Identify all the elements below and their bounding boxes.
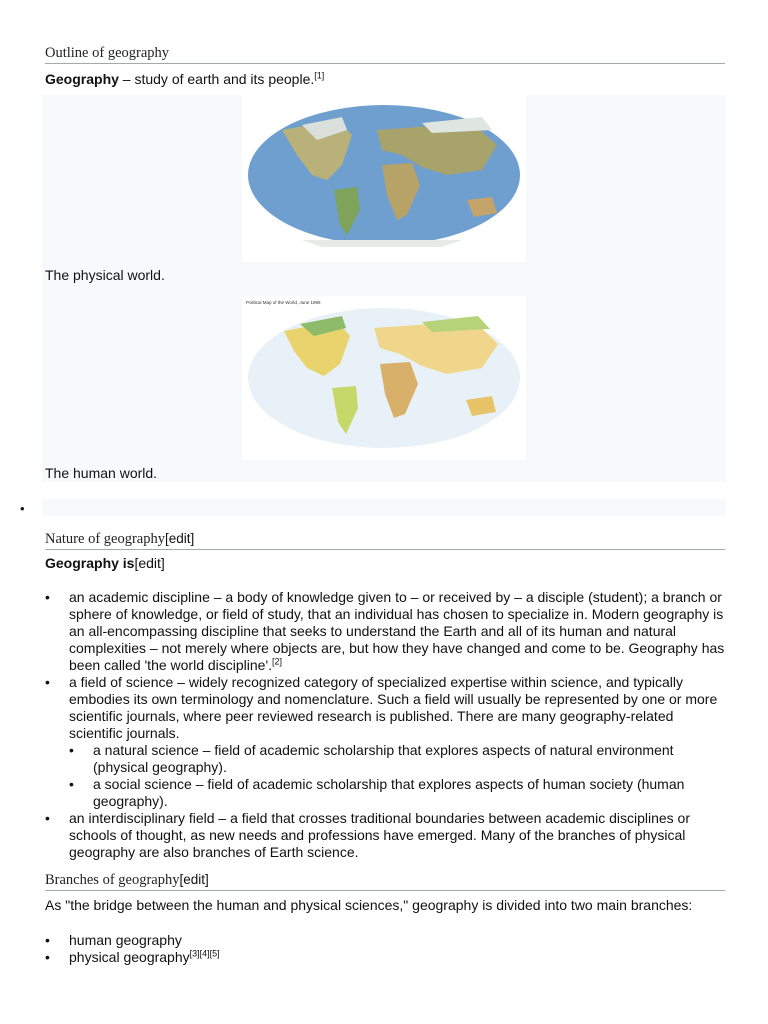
branches-list [45, 932, 730, 966]
branches-intro: As "the bridge between the human and physical sciences," geography is divided into two main branches: [45, 897, 693, 913]
nature-edit-link[interactable]: [edit] [164, 531, 195, 546]
branch-item-human [45, 932, 730, 949]
intro-term: Geography [45, 71, 119, 87]
nature-heading-text: Nature of geography [45, 531, 165, 547]
list-item [45, 589, 730, 674]
list-item [45, 810, 730, 861]
intro-definition: – study of earth and its people. [118, 71, 315, 87]
political-map-svg [242, 296, 526, 460]
intro-ref[interactable]: [1] [314, 70, 325, 81]
branch-ref[interactable]: [3][4][5] [189, 948, 220, 959]
list-item [45, 674, 730, 810]
sub-list-item [69, 776, 730, 810]
bullet-dot: • [20, 501, 25, 516]
physical-map-svg [242, 95, 526, 262]
outline-heading-text: Outline of geography [45, 45, 170, 61]
nature-list [45, 589, 730, 861]
branches-heading-text: Branches of geography [45, 872, 180, 888]
branches-edit-link[interactable]: [edit] [179, 872, 209, 887]
branch-link[interactable]: physical geography [69, 949, 190, 965]
branch-link[interactable]: human geography [69, 932, 182, 948]
sub-list [69, 742, 730, 810]
geography-is-heading [45, 555, 165, 572]
outline-heading [45, 45, 725, 64]
list-item-text: a field of science – widely recognized category of specialized expertise within science, and typically embodies its own terminology and nomenclature. Such a field will usually be represented by one or more scientific journals, where peer reviewed research is published. There are many geography-related scientific journals. [69, 674, 718, 741]
list-item-text: an academic discipline – a body of knowledge given to – or received by – a disciple (student); a branch or sphere of knowledge, or field of study, that an individual has chosen to specialize in. Modern geography is an all-encompassing discipline that seeks to understand the Earth and all of its human and natural complexities – not merely where objects are, but how they have changed and come to be. Geography has been called 'the world discipline'. [69, 589, 725, 673]
political-map-title: Political Map of the World, June 1999 [246, 300, 321, 305]
branches-heading [45, 871, 725, 891]
geography-is-label: Geography is [45, 555, 135, 571]
intro-line [45, 71, 324, 88]
list-item-text: an interdisciplinary field – a field that crosses traditional boundaries between academic disciplines or schools of thought, as new needs and professions have emerged. Many of the branches of physical geography are also branches of Earth science. [69, 810, 691, 860]
sub-list-item [69, 742, 730, 776]
figure-box [42, 95, 726, 482]
human-caption: The human world. [45, 465, 158, 481]
political-map-image[interactable] [242, 296, 526, 460]
sub-list-item-text: a social science – field of academic scholarship that explores aspects of human society (human geography). [93, 776, 685, 809]
list-item-ref[interactable]: [2] [272, 656, 283, 667]
empty-bullet-row [0, 499, 768, 516]
branch-item-physical [45, 949, 730, 966]
sub-list-item-text: a natural science – field of academic scholarship that explores aspects of natural environment (physical geography). [93, 742, 674, 775]
continent-antarctica [302, 240, 462, 247]
physical-map-image[interactable] [242, 95, 526, 262]
empty-band [42, 499, 726, 516]
geography-is-edit-link[interactable]: [edit] [134, 555, 165, 571]
physical-caption: The physical world. [45, 267, 165, 283]
nature-heading [45, 530, 725, 550]
